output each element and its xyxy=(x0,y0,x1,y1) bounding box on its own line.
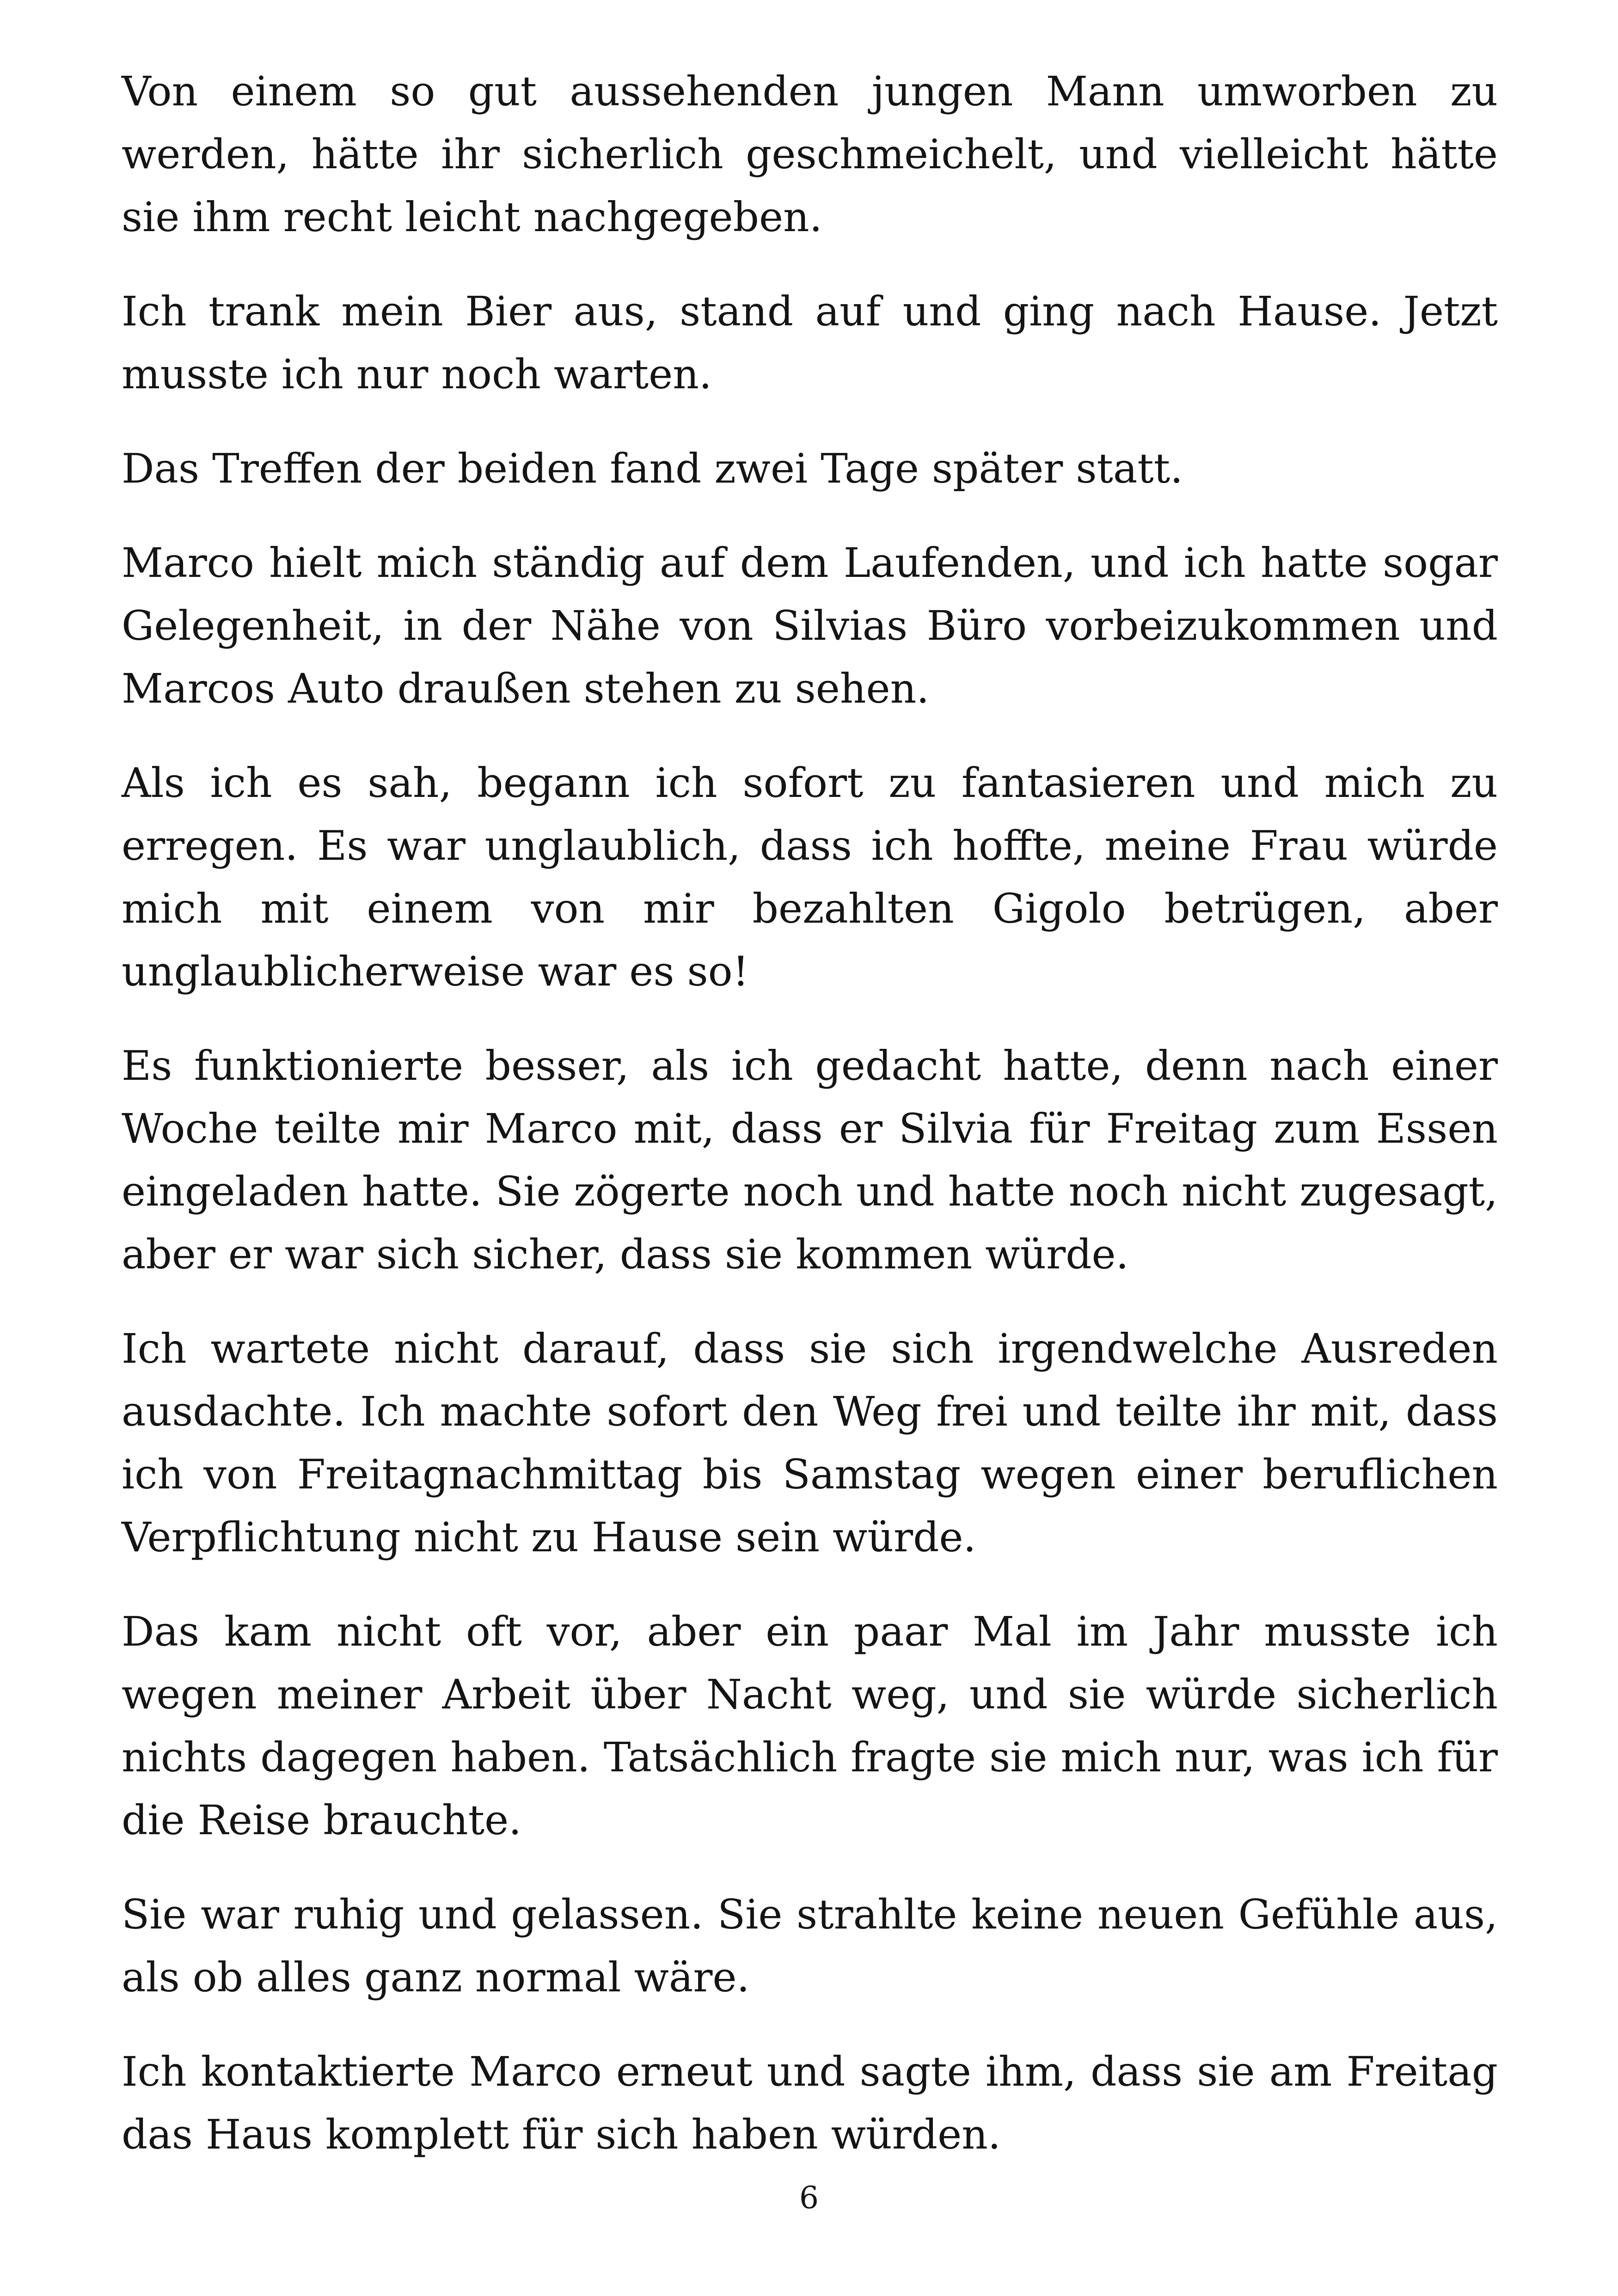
paragraph: Ich kontaktierte Marco erneut und sagte ihm, dass sie am Freitag das Haus komplett für sich haben würden. xyxy=(122,2048,1498,2158)
paragraph: Das kam nicht oft vor, aber ein paar Mal im Jahr musste ich wegen meiner Arbeit über Nacht weg, und sie würde sicherlich nichts dagegen haben. Tatsächlich fragte sie mich nur, was ich für die Reise brauchte. xyxy=(122,1608,1498,1844)
page-number: 6 xyxy=(799,2180,819,2216)
paragraph: Das Treffen der beiden fand zwei Tage später statt. xyxy=(122,445,1183,492)
paragraph: Es funktionierte besser, als ich gedacht hatte, denn nach einer Woche teilte mir Marco mit, dass er Silvia für Freitag zum Essen eingeladen hatte. Sie zögerte noch und hatte noch nicht zugesagt, aber er war sich sicher, dass sie kommen würde. xyxy=(122,1042,1498,1278)
paragraph: Marco hielt mich ständig auf dem Laufenden, und ich hatte sogar Gelegenheit, in der Nähe von Silvias Büro vorbeizukommen und Marcos Auto draußen stehen zu sehen. xyxy=(122,539,1498,712)
paragraph: Sie war ruhig und gelassen. Sie strahlte keine neuen Gefühle aus, als ob alles ganz normal wäre. xyxy=(122,1891,1498,2001)
paragraph: Als ich es sah, begann ich sofort zu fantasieren und mich zu erregen. Es war unglaublich, dass ich hoffte, meine Frau würde mich mit einem von mir bezahlten Gigolo betrügen, aber unglaublicherweise war es so! xyxy=(122,759,1498,995)
page-body xyxy=(122,60,1498,2198)
paragraph: Ich wartete nicht darauf, dass sie sich irgendwelche Ausreden ausdachte. Ich machte sofort den Weg frei und teilte ihr mit, dass ich von Freitagnachmittag bis Samstag wegen einer beruflichen Verpflichtung nicht zu Hause sein würde. xyxy=(122,1325,1498,1561)
paragraph: Von einem so gut aussehenden jungen Mann umworben zu werden, hätte ihr sicherlich geschmeichelt, und vielleicht hätte sie ihm recht leicht nachgegeben. xyxy=(122,67,1498,241)
paragraph: Ich trank mein Bier aus, stand auf und ging nach Hause. Jetzt musste ich nur noch warten. xyxy=(122,288,1498,398)
